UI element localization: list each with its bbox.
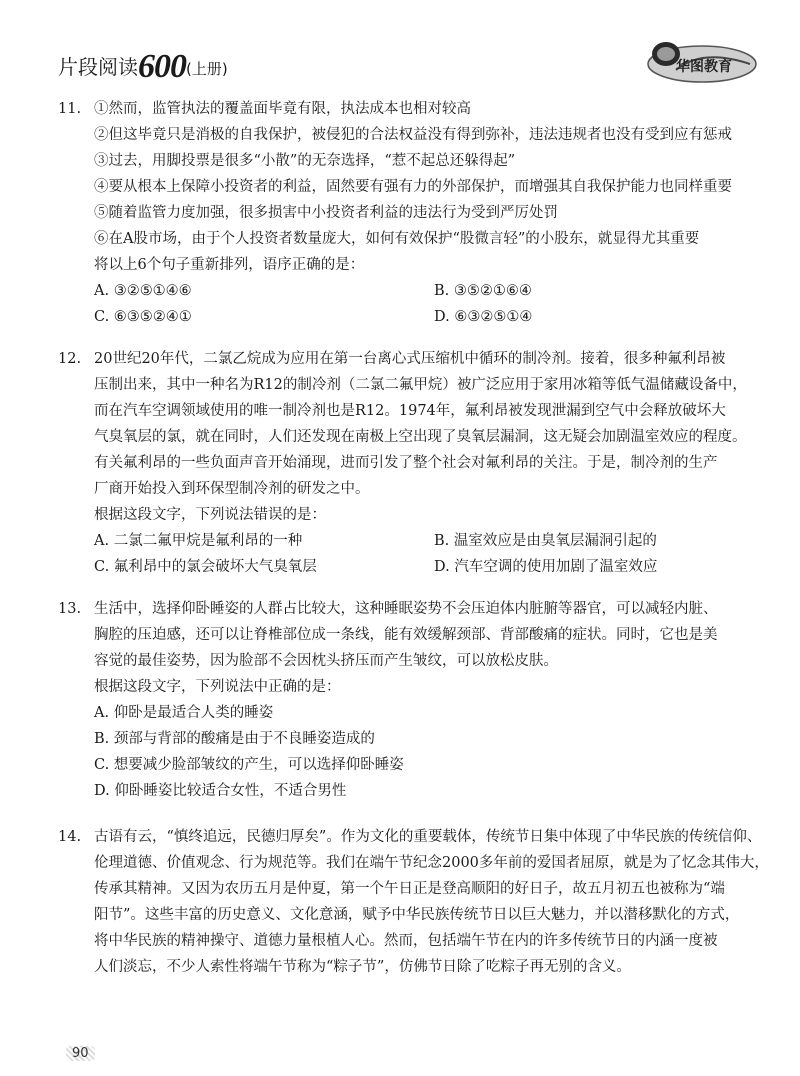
title-prefix: 片段阅读 [58, 55, 138, 79]
passage-line: 古语有云，“慎终追远，民德归厚矣”。作为文化的重要载体，传统节日集中体现了中华民族的传统信仰、 [94, 829, 762, 845]
question-number: 11. [58, 101, 82, 117]
page-number: 90 [66, 1046, 95, 1061]
option-c: C. 氟利昂中的氯会破坏大气臭氧层 [94, 559, 317, 575]
title-number: 600 [138, 48, 186, 85]
passage-line: 容觉的最佳姿势，因为脸部不会因枕头挤压而产生皱纹，可以放松皮肤。 [94, 653, 558, 669]
options [94, 700, 760, 804]
option-d: D. ⑥③②⑤①④ [434, 309, 533, 325]
sentence: ⑥在A股市场，由于个人投资者数量庞大，如何有效保护“股微言轻”的小股东，就显得尤其重要 [94, 231, 700, 247]
question-13 [58, 596, 760, 804]
passage-line: 而在汽车空调领域使用的唯一制冷剂也是R12。1974年，氟利昂被发现泄漏到空气中会释放破坏大 [94, 403, 726, 419]
passage-line: 20世纪20年代，二氯乙烷成为应用在第一台离心式压缩机中循环的制冷剂。接着，很多种氟利昂被 [94, 351, 726, 367]
sentence: ③过去，用脚投票是很多“小散”的无奈选择，“惹不起总还躲得起” [94, 153, 516, 169]
passage-line: 将中华民族的精神操守、道德力量根植人心。然而，包括端午节在内的许多传统节日的内涵一度被 [94, 933, 718, 949]
passage-line: 人们淡忘，不少人索性将端午节称为“粽子节”，仿佛节日除了吃粽子再无别的含义。 [94, 959, 631, 975]
option-b: B. 颈部与背部的酸痛是由于不良睡姿造成的 [94, 731, 375, 747]
option-d: D. 汽车空调的使用加剧了温室效应 [434, 559, 658, 575]
question-12 [58, 346, 760, 580]
sentence: ②但这毕竟只是消极的自我保护，被侵犯的合法权益没有得到弥补，违法违规者也没有受到应有惩戒 [94, 127, 732, 143]
option-b: B. ③⑤②①⑥④ [434, 283, 532, 299]
publisher-logo [646, 40, 758, 84]
option-d: D. 仰卧睡姿比较适合女性，不适合男性 [94, 783, 347, 799]
sentence: ①然而，监管执法的覆盖面毕竟有限，执法成本也相对较高 [94, 101, 471, 117]
sentence: ④要从根本上保障小投资者的利益，固然要有强有力的外部保护，而增强其自我保护能力也同样重要 [94, 179, 732, 195]
question-number: 12. [58, 351, 82, 367]
question-number: 13. [58, 601, 82, 617]
passage-line: 阳节”。这些丰富的历史意义、文化意涵，赋予中华民族传统节日以巨大魅力，并以潜移默化的方式， [94, 907, 740, 923]
question-prompt: 根据这段文字，下列说法错误的是： [94, 507, 326, 523]
option-c: C. ⑥③⑤②④① [94, 309, 192, 325]
question-prompt: 根据这段文字，下列说法中正确的是： [94, 679, 341, 695]
book-title [58, 48, 228, 86]
passage-line: 厂商开始投入到环保型制冷剂的研发之中。 [94, 481, 370, 497]
publisher-logo-text: 华图教育 [676, 59, 732, 75]
sentence: ⑤随着监管力度加强，很多损害中小投资者利益的违法行为受到严厉处罚 [94, 205, 558, 221]
passage-line: 传承其精神。又因为农历五月是仲夏，第一个午日正是登高顺阳的好日子，故五月初五也被称为“端 [94, 881, 725, 897]
passage-line: 有关氟利昂的一些负面声音开始涌现，进而引发了整个社会对氟利昂的关注。于是，制冷剂的生产 [94, 455, 718, 471]
options [94, 278, 760, 330]
question-14 [58, 824, 769, 980]
page-header [58, 38, 758, 86]
option-a: A. ③②⑤①④⑥ [94, 283, 192, 299]
option-a: A. 仰卧是最适合人类的睡姿 [94, 705, 274, 721]
option-c: C. 想要减少脸部皱纹的产生，可以选择仰卧睡姿 [94, 757, 404, 773]
page-content [58, 96, 769, 980]
publisher-logo-icon [646, 40, 758, 84]
passage-line: 生活中，选择仰卧睡姿的人群占比较大，这种睡眠姿势不会压迫体内脏腑等器官，可以减轻内脏、 [94, 601, 718, 617]
title-suffix: (上册) [186, 60, 228, 78]
question-11 [58, 96, 760, 330]
option-b: B. 温室效应是由臭氧层漏洞引起的 [434, 533, 657, 549]
option-a: A. 二氯二氟甲烷是氟利昂的一种 [94, 533, 303, 549]
passage-line: 伦理道德、价值观念、行为规范等。我们在端午节纪念2000多年前的爱国者屈原，就是为了忆念其伟大， [94, 855, 769, 871]
question-prompt: 将以上6个句子重新排列，语序正确的是： [94, 257, 365, 273]
passage-line: 气臭氧层的氯，就在同时，人们还发现在南极上空出现了臭氧层漏洞，这无疑会加剧温室效应的程度。 [94, 429, 747, 445]
question-number: 14. [58, 829, 82, 845]
passage-line: 胸腔的压迫感，还可以让脊椎部位成一条线，能有效缓解颈部、背部酸痛的症状。同时，它也是美 [94, 627, 718, 643]
options [94, 528, 760, 580]
passage-line: 压制出来，其中一种名为R12的制冷剂（二氯二氟甲烷）被广泛应用于家用冰箱等低气温储藏设备中， [94, 377, 747, 393]
